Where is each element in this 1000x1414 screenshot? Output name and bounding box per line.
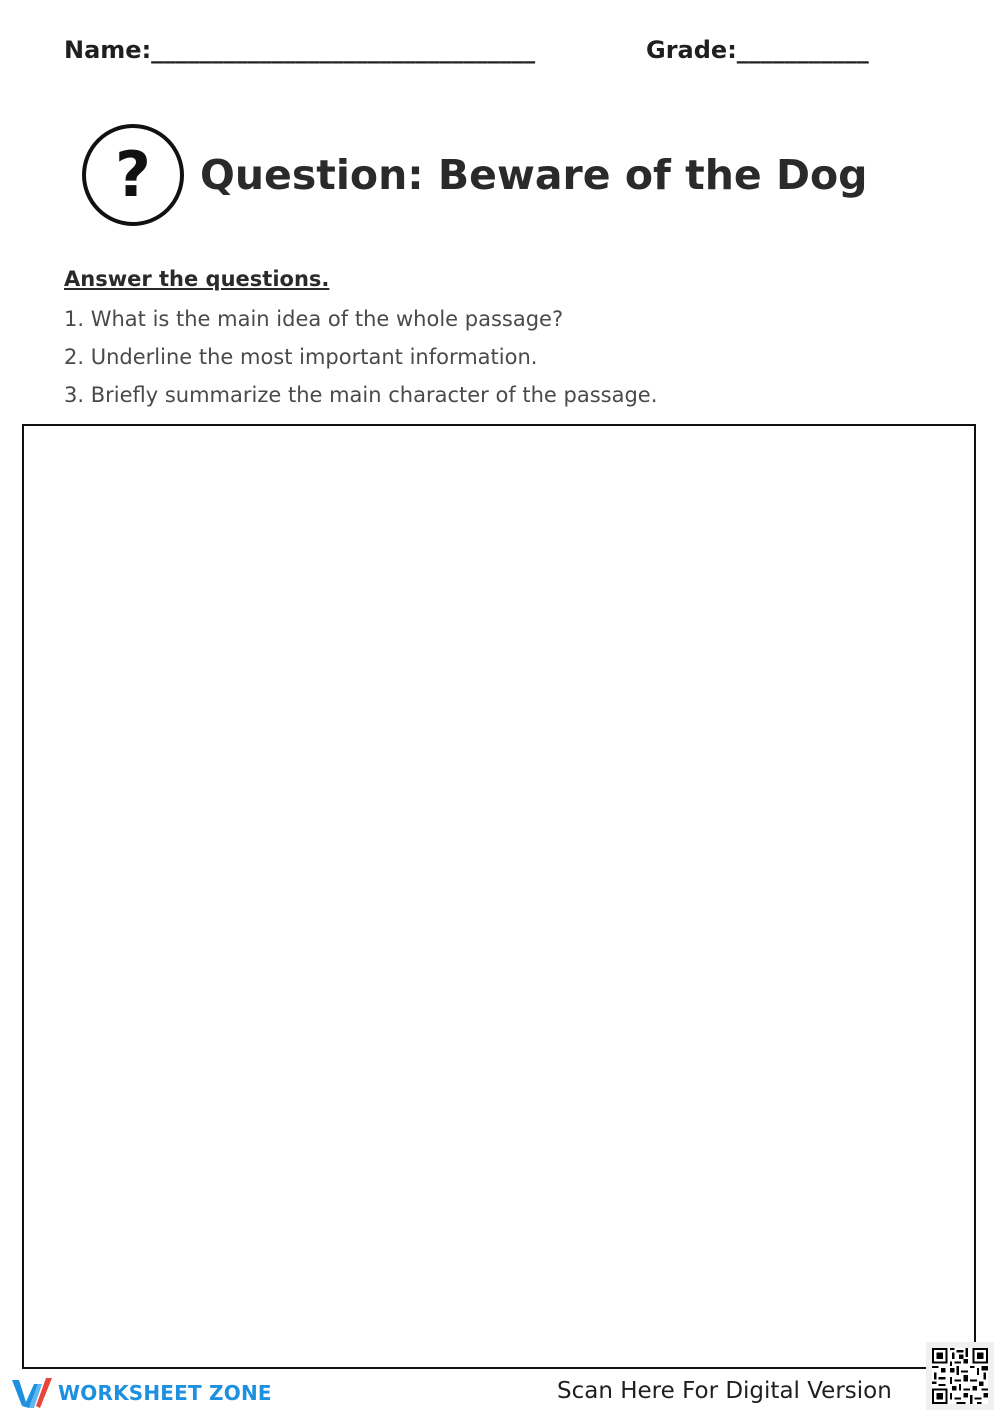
- scan-caption: Scan Here For Digital Version: [557, 1378, 892, 1404]
- logo-text-zone: ZONE: [209, 1381, 272, 1405]
- question-item: 1. What is the main idea of the whole passage?: [64, 307, 564, 331]
- qr-code-graphic: [932, 1348, 988, 1404]
- page-title: Question: Beware of the Dog: [200, 151, 868, 199]
- logo-text-worksheet: WORKSHEET: [58, 1381, 202, 1405]
- title-block: [82, 124, 868, 226]
- grade-label: Grade:___________: [646, 36, 869, 64]
- question-circle-icon: [82, 124, 184, 226]
- question-list: [64, 300, 944, 414]
- qr-code-icon[interactable]: [926, 1342, 994, 1410]
- question-item: 2. Underline the most important information.: [64, 345, 538, 369]
- worksheetzone-logo-icon: [12, 1376, 52, 1410]
- question-item: 3. Briefly summarize the main character of the passage.: [64, 383, 658, 407]
- instructions-heading: Answer the questions.: [64, 267, 330, 291]
- logo-text: [58, 1381, 272, 1405]
- name-label: Name:________________________________: [64, 36, 536, 64]
- grade-field[interactable]: [646, 36, 869, 64]
- instructions: [64, 264, 944, 414]
- question-glyph: ?: [115, 138, 151, 211]
- name-field[interactable]: [64, 36, 535, 64]
- worksheetzone-logo[interactable]: [12, 1376, 272, 1410]
- answer-box[interactable]: [22, 424, 976, 1369]
